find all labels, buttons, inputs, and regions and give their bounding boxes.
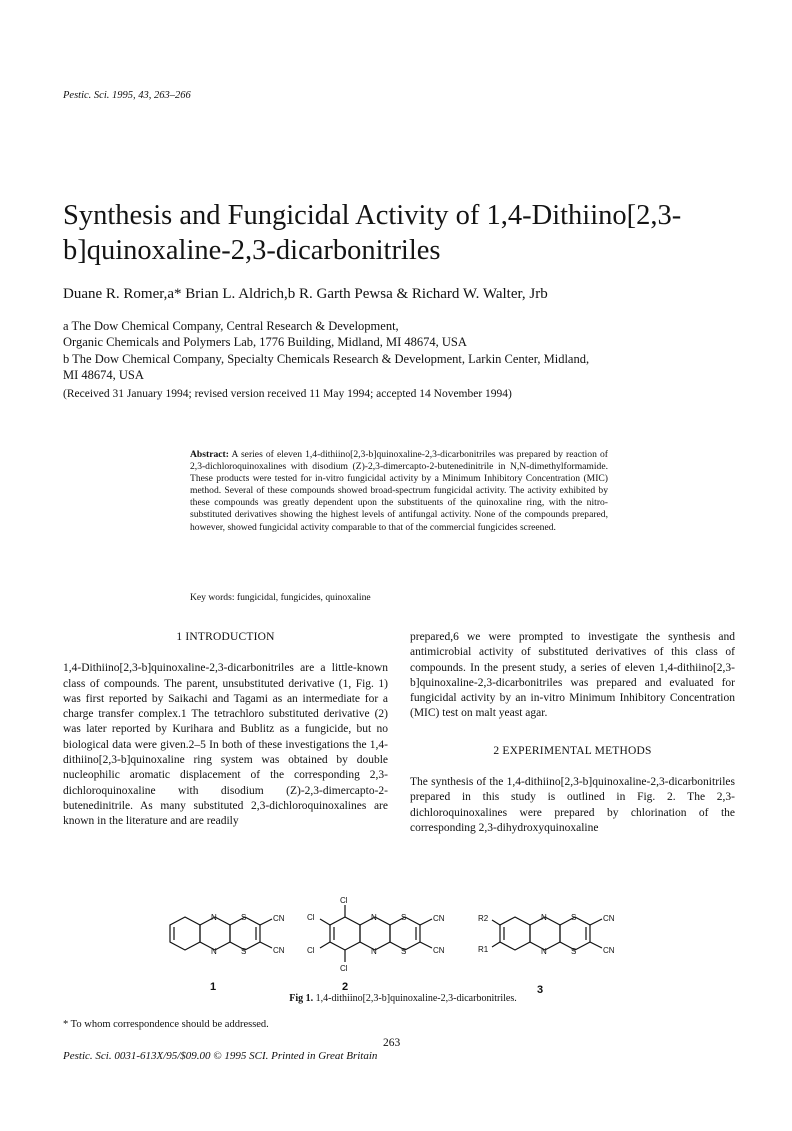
atom-cl: Cl xyxy=(340,896,348,905)
affiliation-a: a The Dow Chemical Company, Central Research & Development, xyxy=(63,319,399,333)
group-r1: R1 xyxy=(478,945,489,954)
atom-s: S xyxy=(241,947,247,956)
structure-figure xyxy=(160,893,630,993)
compound-label-3: 3 xyxy=(537,984,544,993)
atom-n: N xyxy=(541,947,547,956)
figure-caption-text: 1,4-dithiino[2,3-b]quinoxaline-2,3-dicarbonitriles. xyxy=(313,993,517,1004)
section-heading-introduction: 1 INTRODUCTION xyxy=(176,631,275,643)
abstract-text: A series of eleven 1,4-dithiino[2,3-b]quinoxaline-2,3-dicarbonitriles was prepared by reaction of 2,3-dichloroquinoxalines with disodium (Z)-2,3-dimercapto-2-butenedinitrile in N,N-dimethylformamide. These products were tested for in-vitro fungicidal activity by a Minimum Inhibitory Concentration (MIC) method. Several of these compounds showed broad-spectrum fungicidal activity. The activity exhibited by these compounds was greatly dependent upon the substituents of the quinoxaline ring, with the nitro-substituted derivatives showing the highest levels of antifungal activity. None of the compounds prepared, however, showed fungicidal activity comparable to that of the commercial fungicides screened. xyxy=(190,449,608,533)
right-column xyxy=(410,630,735,836)
group-cn: CN xyxy=(273,914,285,923)
figure-caption xyxy=(63,993,743,1004)
atom-n: N xyxy=(211,913,217,922)
atom-cl: Cl xyxy=(307,946,315,955)
correspondence-footnote: * To whom correspondence should be addressed. xyxy=(63,1019,269,1030)
atom-cl: Cl xyxy=(340,964,348,973)
introduction-paragraph: 1,4-Dithiino[2,3-b]quinoxaline-2,3-dicarbonitriles are a little-known class of compounds. The parent, unsubstituted derivative (1, Fig. 1) was first reported by Saikachi and Tagami as an intermediate for a charge transfer complex.1 The tetrachloro substituted derivative (2) was later reported by Kurihara and Bublitz as a fungicide, but no biological data were given.2–5 In both of these investigations the 1,4-dithiino[2,3-b]quinoxaline ring system was obtained by double nucleophilic aromatic displacement of the corresponding 2,3-dichloroquinoxaline with disodium (Z)-2,3-dimercapto-2-butenedinitrile. As many substituted 2,3-dichloroquinoxalines are known in the literature and are readily xyxy=(63,662,388,828)
atom-s: S xyxy=(401,913,407,922)
journal-header xyxy=(63,90,191,101)
group-cn: CN xyxy=(433,946,445,955)
journal-name: Pestic. Sci. xyxy=(63,90,110,101)
group-cn: CN xyxy=(433,914,445,923)
section-heading-experimental: 2 EXPERIMENTAL METHODS xyxy=(493,744,652,757)
group-cn: CN xyxy=(603,946,615,955)
affiliation-b: b The Dow Chemical Company, Specialty Chemicals Research & Development, Larkin Center, Midland, xyxy=(63,351,590,366)
group-cn: CN xyxy=(273,946,285,955)
compound-label-2: 2 xyxy=(342,981,349,993)
journal-citation: 1995, 43, 263–266 xyxy=(109,90,191,101)
atom-n: N xyxy=(371,913,377,922)
affiliation-a-line2: Organic Chemicals and Polymers Lab, 1776 Building, Midland, MI 48674, USA xyxy=(63,335,467,350)
page-footer: Pestic. Sci. 0031-613X/95/$09.00 © 1995 SCI. Printed in Great Britain xyxy=(63,1050,378,1062)
abstract-label: Abstract: xyxy=(190,449,229,460)
experimental-paragraph: The synthesis of the 1,4-dithiino[2,3-b]quinoxaline-2,3-dicarbonitriles prepared in this study is outlined in Fig. 2. The 2,3-dichloroquinoxalines were prepared by chlorination of the corresponding 2,3-dihydroxyquinoxaline xyxy=(410,776,735,834)
atom-n: N xyxy=(541,913,547,922)
abstract xyxy=(190,449,608,534)
compound-label-1: 1 xyxy=(210,981,217,993)
paper-title: Synthesis and Fungicidal Activity of 1,4-Dithiino[2,3-b]quinoxaline-2,3-dicarbonitriles xyxy=(63,200,682,266)
atom-n: N xyxy=(211,947,217,956)
affiliations xyxy=(63,318,743,383)
figure-caption-label: Fig 1. xyxy=(289,993,314,1004)
group-cn: CN xyxy=(603,914,615,923)
atom-s: S xyxy=(571,947,577,956)
atom-s: S xyxy=(571,913,577,922)
author-list: Duane R. Romer,a* Brian L. Aldrich,b R. Garth Pewsa & Richard W. Walter, Jrb xyxy=(63,286,548,302)
keywords: Key words: fungicidal, fungicides, quinoxaline xyxy=(190,592,371,603)
affiliation-b-line2: MI 48674, USA xyxy=(63,367,144,382)
atom-s: S xyxy=(241,913,247,922)
group-r2: R2 xyxy=(478,914,489,923)
atom-n: N xyxy=(371,947,377,956)
atom-cl: Cl xyxy=(307,913,315,922)
left-column xyxy=(63,630,388,830)
atom-s: S xyxy=(401,947,407,956)
received-dates: (Received 31 January 1994; revised version received 11 May 1994; accepted 14 November 1994) xyxy=(63,388,512,400)
introduction-continued-paragraph: prepared,6 we were prompted to investigate the synthesis and antimicrobial activity of substituted derivatives of this class of compounds. In the present study, a series of eleven 1,4-dithiino[2,3-b]quinoxaline-2,3-dicarbonitriles was prepared and evaluated for fungicidal activity by an in-vitro Minimum Inhibitory Concentration (MIC) test on malt yeast agar. xyxy=(410,631,735,720)
page-number: 263 xyxy=(383,1037,401,1049)
